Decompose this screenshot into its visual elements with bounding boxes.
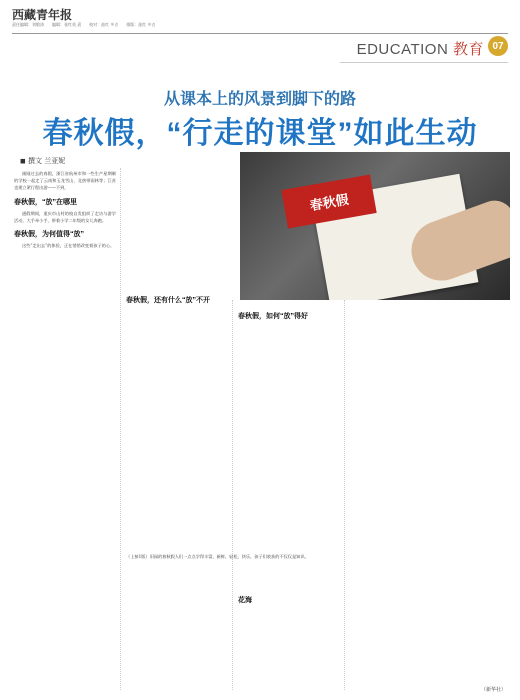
article-column-4 (350, 306, 506, 686)
section-label-cn: 教育 (452, 41, 484, 58)
article-column-1 (14, 170, 116, 690)
sub-heading: 春秋假，如何“放”得好 (238, 313, 308, 320)
headline-kicker: 从课本上的风景到脚下的路 (163, 89, 356, 108)
newspaper-masthead: 西藏青年报 (12, 8, 73, 22)
paragraph: 通假期间，重庆市山村的校自发组织了走访与游学活动，大手牵小手，带着小学二年级的女儿奔跑。 (14, 210, 116, 223)
page-number-badge: 07 (488, 36, 508, 56)
byline-text: ◼ 撰文 兰亚妮 (20, 157, 66, 165)
sub-heading: 春秋假，为何值得“放” (14, 231, 84, 239)
article-column-3b (238, 590, 340, 690)
sub-heading: 花海 (238, 597, 252, 604)
paragraph: 这些“走出去”的体验，正在悄悄改变着孩子的心。 (22, 243, 115, 249)
sub-heading: 春秋假，“放”在哪里 (14, 198, 77, 206)
column-divider (232, 300, 233, 690)
signoff: （新华社） (480, 687, 506, 693)
article-photo (240, 152, 510, 300)
section-label (357, 38, 484, 59)
sub-heading: 春秋假，还有什么“放”不开 (126, 297, 210, 304)
editor-meta-line: 责任编辑：刘敬涛 编辑：张红英 责 校对：池红 多吉 排版：池红 多吉 (12, 22, 508, 34)
section-label-en: EDUCATION (356, 41, 449, 58)
continued-caption: （上接1版）旧园的春秋假人们一点点学得丰富，新鲜，轻松，快乐，孩子们收获的不仅仅是知识。 (126, 554, 309, 559)
column-divider (120, 168, 121, 690)
paragraph: 刚刚过去的春假，浙江省杭州市和一些生产星期制的学校一起走了云南和玉龙雪山、北热带雨林等；江苏也建立紧行程出游——不到， (14, 171, 116, 191)
column-divider (344, 300, 345, 690)
photo-card-text: 春秋假 (281, 174, 376, 228)
article-column-2 (126, 290, 228, 550)
article-column-3 (238, 306, 340, 556)
section-divider (340, 62, 508, 63)
byline (20, 156, 65, 166)
main-headline: 春秋假，“行走的课堂”如此生动 (42, 117, 478, 150)
